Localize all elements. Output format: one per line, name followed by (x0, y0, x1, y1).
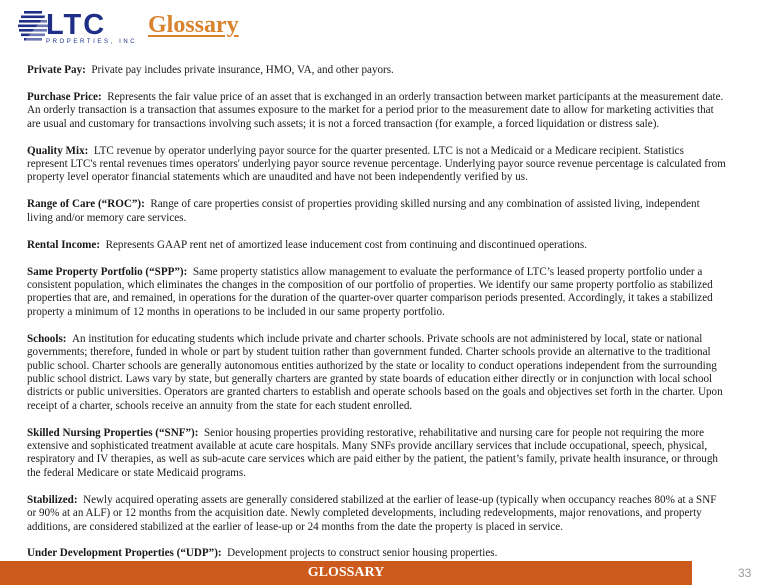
glossary-definition: Represents GAAP rent net of amortized lease inducement cost from continuing and discontinued operations. (105, 238, 588, 251)
glossary-entry (27, 547, 727, 560)
glossary-definition: Private pay includes private insurance, HMO, VA, and other payors. (91, 64, 394, 76)
glossary-term: Quality Mix: (27, 144, 89, 157)
glossary-term: Under Development Properties (“UDP”): (27, 547, 222, 560)
glossary-entry (27, 239, 727, 252)
glossary-list (27, 64, 727, 574)
glossary-term: Skilled Nursing Properties (“SNF”): (27, 426, 199, 439)
footer-label: GLOSSARY (307, 565, 385, 580)
glossary-entry (27, 91, 727, 131)
glossary-term: Range of Care (“ROC”): (27, 198, 145, 211)
glossary-entry (27, 494, 727, 534)
footer-bar (0, 561, 692, 585)
glossary-entry (27, 145, 727, 185)
glossary-entry (27, 427, 727, 481)
glossary-term: Stabilized: (27, 493, 78, 506)
glossary-term: Same Property Portfolio (“SPP”): (27, 265, 188, 278)
glossary-entry (27, 64, 727, 77)
page-title: Glossary (148, 12, 239, 38)
glossary-definition: Newly acquired operating assets are generally considered stabilized at the earlier of lease-up (typically when occupancy reaches 80% at a SNF or 90% at an ALF) or 12 months from the acquisition date. Newly completed developments, including redevelopments, major renovations, and property additions, are considered stabilized at the earlier of lease-up or 24 months from the date the property is placed in service. (27, 493, 717, 533)
logo-letters: LTC (46, 9, 107, 41)
glossary-definition: Range of care properties consist of properties providing skilled nursing and any combination of assisted living, independent living and/or memory care services. (27, 198, 700, 224)
globe-logo-icon (18, 8, 48, 44)
glossary-definition: An institution for educating students which include private and charter schools. Private schools are not administered by local, state or national governments; therefore, funded in whole or part by student tuition rather than government funded. Charter schools provide an alternative to the traditional public school. Charter schools are generally autonomous entities authorized by the state or locality to conduct operations independent from the surrounding public school district. Laws vary by state, but generally charters are granted by state boards of education either directly or in conjunction with local school districts or public universities. Operators are granted charters to establish and operate schools based on the goals and objectives set forth in the charter. Upon receipt of a charter, schools receive an annuity from the state for each student enrolled. (27, 332, 723, 412)
glossary-entry (27, 266, 727, 320)
logo-subtitle: PROPERTIES, INC (46, 39, 138, 45)
glossary-definition: Development projects to construct senior housing properties. (227, 547, 498, 560)
glossary-term: Purchase Price: (27, 90, 102, 103)
page-number: 33 (738, 566, 752, 580)
company-logo (18, 8, 138, 48)
glossary-entry (27, 198, 727, 225)
glossary-entry (27, 333, 727, 413)
glossary-term: Schools: (27, 332, 67, 345)
glossary-definition: Same property statistics allow management to evaluate the performance of LTC’s leased property portfolio under a consistent population, which eliminates the changes in the composition of our portfolio of properties. We identify our same property portfolio as stabilized properties that are, and remained, in operations for the duration of the quarter-over quarter comparison periods presented. Accordingly, it takes a stabilized property a minimum of 12 months in operations to be included in our same property portfolio. (27, 265, 713, 318)
glossary-definition: LTC revenue by operator underlying payor source for the quarter presented. LTC is not a Medicaid or a Medicare recipient. Statistics represent LTC's rental revenues times operators' underlying payor source revenue percentage. Underlying payor source revenue percentage is calculated from property level operator financial statements which are unaudited and have not been independently verified by us. (27, 144, 726, 184)
glossary-term: Private Pay: (27, 64, 86, 76)
glossary-definition: Senior housing properties providing restorative, rehabilitative and nursing care for people not requiring the more extensive and sophisticated treatment available at acute care hospitals. Many SNFs provide ancillary services that include occupational, speech, physical, respiratory and IV therapies, as well as sub-acute care services which are paid either by the patient, the patient’s family, private health insurance, or through the federal Medicare or state Medicaid programs. (27, 426, 718, 479)
glossary-term: Rental Income: (27, 238, 101, 251)
glossary-definition: Represents the fair value price of an asset that is exchanged in an orderly transaction between market participants at the measurement date. An orderly transaction is a transaction that assumes exposure to the market for a period prior to the measurement date to allow for marketing activities that are usual and customary for transactions involving such assets; it is not a forced transaction (for example, a forced liquidation or distress sale). (27, 90, 724, 130)
